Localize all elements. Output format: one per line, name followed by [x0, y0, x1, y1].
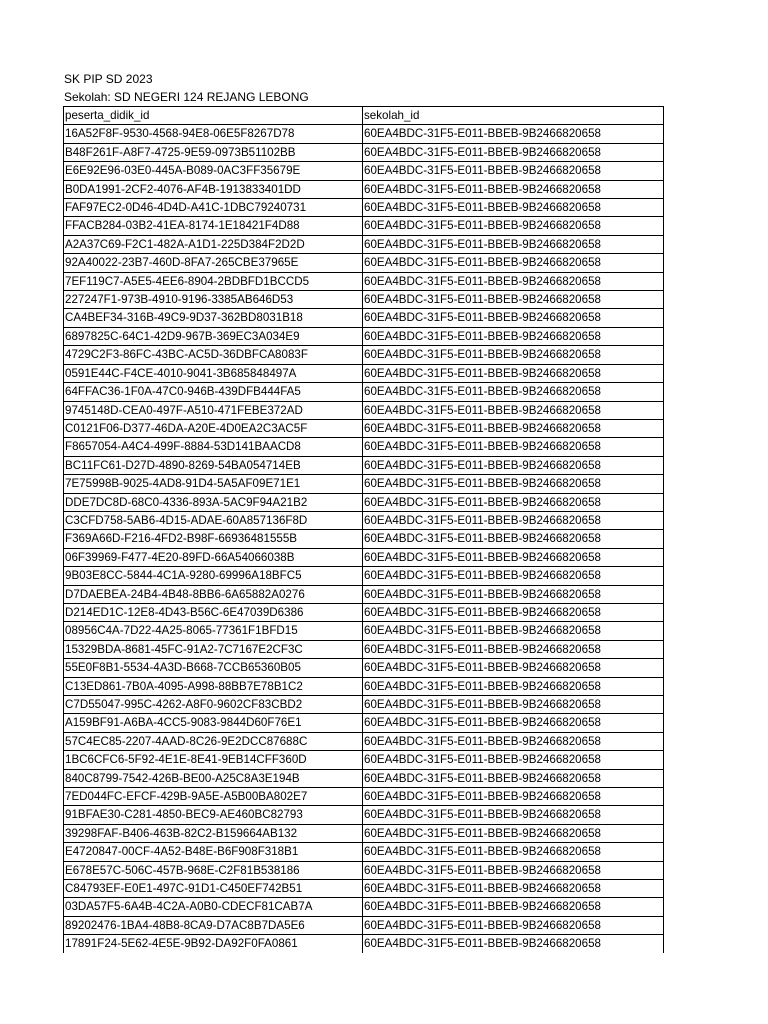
peserta-didik-id-cell: B48F261F-A8F7-4725-9E59-0973B51102BB	[64, 143, 363, 161]
peserta-didik-id-cell: 0591E44C-F4CE-4010-9041-3B685848497A	[64, 364, 363, 382]
peserta-didik-id-cell: 840C8799-7542-426B-BE00-A25C8A3E194B	[64, 769, 363, 787]
peserta-didik-id-cell: FFACB284-03B2-41EA-8174-1E18421F4D88	[64, 217, 363, 235]
student-table	[63, 106, 664, 953]
table-row	[64, 143, 664, 161]
peserta-didik-id-cell: A159BF91-A6BA-4CC5-9083-9844D60F76E1	[64, 714, 363, 732]
peserta-didik-id-cell: BC11FC61-D27D-4890-8269-54BA054714EB	[64, 456, 363, 474]
sekolah-id-cell: 60EA4BDC-31F5-E011-BBEB-9B2466820658	[363, 364, 664, 382]
sekolah-id-cell: 60EA4BDC-31F5-E011-BBEB-9B2466820658	[363, 199, 664, 217]
sekolah-id-cell: 60EA4BDC-31F5-E011-BBEB-9B2466820658	[363, 162, 664, 180]
peserta-didik-id-cell: E6E92E96-03E0-445A-B089-0AC3FF35679E	[64, 162, 363, 180]
sekolah-id-cell: 60EA4BDC-31F5-E011-BBEB-9B2466820658	[363, 291, 664, 309]
sekolah-id-cell: 60EA4BDC-31F5-E011-BBEB-9B2466820658	[363, 751, 664, 769]
peserta-didik-id-cell: F369A66D-F216-4FD2-B98F-66936481555B	[64, 530, 363, 548]
sekolah-id-cell: 60EA4BDC-31F5-E011-BBEB-9B2466820658	[363, 696, 664, 714]
sekolah-id-cell: 60EA4BDC-31F5-E011-BBEB-9B2466820658	[363, 493, 664, 511]
sekolah-id-cell: 60EA4BDC-31F5-E011-BBEB-9B2466820658	[363, 456, 664, 474]
sekolah-id-cell: 60EA4BDC-31F5-E011-BBEB-9B2466820658	[363, 125, 664, 143]
peserta-didik-id-cell: 92A40022-23B7-460D-8FA7-265CBE37965E	[64, 254, 363, 272]
table-body	[64, 125, 664, 953]
sekolah-id-cell: 60EA4BDC-31F5-E011-BBEB-9B2466820658	[363, 143, 664, 161]
table-row	[64, 162, 664, 180]
table-row	[64, 548, 664, 566]
table-row	[64, 291, 664, 309]
table-row	[64, 364, 664, 382]
peserta-didik-id-cell: E4720847-00CF-4A52-B48E-B6F908F318B1	[64, 843, 363, 861]
table-row	[64, 806, 664, 824]
sekolah-id-cell: 60EA4BDC-31F5-E011-BBEB-9B2466820658	[363, 383, 664, 401]
peserta-didik-id-cell: 1BC6CFC6-5F92-4E1E-8E41-9EB14CFF360D	[64, 751, 363, 769]
table-row	[64, 677, 664, 695]
peserta-didik-id-cell: 17891F24-5E62-4E5E-9B92-DA92F0FA0861	[64, 935, 363, 953]
sekolah-id-cell: 60EA4BDC-31F5-E011-BBEB-9B2466820658	[363, 898, 664, 916]
table-row	[64, 916, 664, 934]
table-row	[64, 824, 664, 842]
sekolah-id-cell: 60EA4BDC-31F5-E011-BBEB-9B2466820658	[363, 935, 664, 953]
table-row	[64, 511, 664, 529]
sekolah-id-cell: 60EA4BDC-31F5-E011-BBEB-9B2466820658	[363, 438, 664, 456]
sekolah-id-cell: 60EA4BDC-31F5-E011-BBEB-9B2466820658	[363, 327, 664, 345]
table-row	[64, 235, 664, 253]
table-header-row	[64, 107, 664, 125]
table-row	[64, 788, 664, 806]
table-row	[64, 935, 664, 953]
table-row	[64, 880, 664, 898]
table-row	[64, 659, 664, 677]
sekolah-id-cell: 60EA4BDC-31F5-E011-BBEB-9B2466820658	[363, 272, 664, 290]
peserta-didik-id-cell: 55E0F8B1-5534-4A3D-B668-7CCB65360B05	[64, 659, 363, 677]
peserta-didik-id-cell: 7E75998B-9025-4AD8-91D4-5A5AF09E71E1	[64, 475, 363, 493]
sekolah-id-cell: 60EA4BDC-31F5-E011-BBEB-9B2466820658	[363, 769, 664, 787]
peserta-didik-id-cell: FAF97EC2-0D46-4D4D-A41C-1DBC79240731	[64, 199, 363, 217]
table-row	[64, 585, 664, 603]
sekolah-id-cell: 60EA4BDC-31F5-E011-BBEB-9B2466820658	[363, 309, 664, 327]
peserta-didik-id-cell: 03DA57F5-6A4B-4C2A-A0B0-CDECF81CAB7A	[64, 898, 363, 916]
sekolah-id-cell: 60EA4BDC-31F5-E011-BBEB-9B2466820658	[363, 732, 664, 750]
document-title: SK PIP SD 2023	[64, 72, 153, 86]
sekolah-id-cell: 60EA4BDC-31F5-E011-BBEB-9B2466820658	[363, 254, 664, 272]
peserta-didik-id-cell: 64FFAC36-1F0A-47C0-946B-439DFB444FA5	[64, 383, 363, 401]
peserta-didik-id-cell: 15329BDA-8681-45FC-91A2-7C7167E2CF3C	[64, 640, 363, 658]
peserta-didik-id-cell: E678E57C-506C-457B-968E-C2F81B538186	[64, 861, 363, 879]
peserta-didik-id-cell: 91BFAE30-C281-4850-BEC9-AE460BC82793	[64, 806, 363, 824]
table-row	[64, 622, 664, 640]
sekolah-id-cell: 60EA4BDC-31F5-E011-BBEB-9B2466820658	[363, 677, 664, 695]
sekolah-id-cell: 60EA4BDC-31F5-E011-BBEB-9B2466820658	[363, 419, 664, 437]
sekolah-id-cell: 60EA4BDC-31F5-E011-BBEB-9B2466820658	[363, 843, 664, 861]
sekolah-id-cell: 60EA4BDC-31F5-E011-BBEB-9B2466820658	[363, 861, 664, 879]
peserta-didik-id-cell: 9745148D-CEA0-497F-A510-471FEBE372AD	[64, 401, 363, 419]
peserta-didik-id-cell: F8657054-A4C4-499F-8884-53D141BAACD8	[64, 438, 363, 456]
peserta-didik-id-cell: 39298FAF-B406-463B-82C2-B159664AB132	[64, 824, 363, 842]
peserta-didik-id-cell: 9B03E8CC-5844-4C1A-9280-69996A18BFC5	[64, 567, 363, 585]
sekolah-id-cell: 60EA4BDC-31F5-E011-BBEB-9B2466820658	[363, 401, 664, 419]
table-row	[64, 309, 664, 327]
peserta-didik-id-cell: 7EF119C7-A5E5-4EE6-8904-2BDBFD1BCCD5	[64, 272, 363, 290]
table-row	[64, 696, 664, 714]
column-header-peserta-didik-id: peserta_didik_id	[64, 107, 363, 125]
peserta-didik-id-cell: 89202476-1BA4-48B8-8CA9-D7AC8B7DA5E6	[64, 916, 363, 934]
peserta-didik-id-cell: DDE7DC8D-68C0-4336-893A-5AC9F94A21B2	[64, 493, 363, 511]
peserta-didik-id-cell: CA4BEF34-316B-49C9-9D37-362BD8031B18	[64, 309, 363, 327]
peserta-didik-id-cell: C7D55047-995C-4262-A8F0-9602CF83CBD2	[64, 696, 363, 714]
sekolah-id-cell: 60EA4BDC-31F5-E011-BBEB-9B2466820658	[363, 714, 664, 732]
table-row	[64, 714, 664, 732]
table-row	[64, 199, 664, 217]
table-row	[64, 272, 664, 290]
column-header-sekolah-id: sekolah_id	[363, 107, 664, 125]
spreadsheet-page	[63, 70, 663, 953]
sekolah-id-cell: 60EA4BDC-31F5-E011-BBEB-9B2466820658	[363, 511, 664, 529]
table-row	[64, 456, 664, 474]
table-row	[64, 861, 664, 879]
peserta-didik-id-cell: 4729C2F3-86FC-43BC-AC5D-36DBFCA8083F	[64, 346, 363, 364]
table-row	[64, 769, 664, 787]
sekolah-id-cell: 60EA4BDC-31F5-E011-BBEB-9B2466820658	[363, 659, 664, 677]
peserta-didik-id-cell: D7DAEBEA-24B4-4B48-8BB6-6A65882A0276	[64, 585, 363, 603]
sekolah-id-cell: 60EA4BDC-31F5-E011-BBEB-9B2466820658	[363, 806, 664, 824]
peserta-didik-id-cell: D214ED1C-12E8-4D43-B56C-6E47039D6386	[64, 603, 363, 621]
sekolah-id-cell: 60EA4BDC-31F5-E011-BBEB-9B2466820658	[363, 640, 664, 658]
sekolah-id-cell: 60EA4BDC-31F5-E011-BBEB-9B2466820658	[363, 622, 664, 640]
peserta-didik-id-cell: C13ED861-7B0A-4095-A998-88BB7E78B1C2	[64, 677, 363, 695]
table-row	[64, 346, 664, 364]
peserta-didik-id-cell: 06F39969-F477-4E20-89FD-66A54066038B	[64, 548, 363, 566]
peserta-didik-id-cell: 7ED044FC-EFCF-429B-9A5E-A5B00BA802E7	[64, 788, 363, 806]
sekolah-id-cell: 60EA4BDC-31F5-E011-BBEB-9B2466820658	[363, 567, 664, 585]
peserta-didik-id-cell: 08956C4A-7D22-4A25-8065-77361F1BFD15	[64, 622, 363, 640]
sekolah-id-cell: 60EA4BDC-31F5-E011-BBEB-9B2466820658	[363, 824, 664, 842]
sekolah-id-cell: 60EA4BDC-31F5-E011-BBEB-9B2466820658	[363, 180, 664, 198]
peserta-didik-id-cell: C0121F06-D377-46DA-A20E-4D0EA2C3AC5F	[64, 419, 363, 437]
sekolah-id-cell: 60EA4BDC-31F5-E011-BBEB-9B2466820658	[363, 530, 664, 548]
sekolah-id-cell: 60EA4BDC-31F5-E011-BBEB-9B2466820658	[363, 880, 664, 898]
table-row	[64, 217, 664, 235]
peserta-didik-id-cell: 57C4EC85-2207-4AAD-8C26-9E2DCC87688C	[64, 732, 363, 750]
table-row	[64, 180, 664, 198]
sekolah-id-cell: 60EA4BDC-31F5-E011-BBEB-9B2466820658	[363, 603, 664, 621]
school-name: Sekolah: SD NEGERI 124 REJANG LEBONG	[64, 90, 309, 104]
peserta-didik-id-cell: B0DA1991-2CF2-4076-AF4B-1913833401DD	[64, 180, 363, 198]
table-row	[64, 751, 664, 769]
table-row	[64, 898, 664, 916]
peserta-didik-id-cell: 16A52F8F-9530-4568-94E8-06E5F8267D78	[64, 125, 363, 143]
peserta-didik-id-cell: 6897825C-64C1-42D9-967B-369EC3A034E9	[64, 327, 363, 345]
peserta-didik-id-cell: 227247F1-973B-4910-9196-3385AB646D53	[64, 291, 363, 309]
sekolah-id-cell: 60EA4BDC-31F5-E011-BBEB-9B2466820658	[363, 235, 664, 253]
sekolah-id-cell: 60EA4BDC-31F5-E011-BBEB-9B2466820658	[363, 346, 664, 364]
table-row	[64, 843, 664, 861]
table-row	[64, 493, 664, 511]
table-row	[64, 419, 664, 437]
table-row	[64, 125, 664, 143]
table-row	[64, 567, 664, 585]
peserta-didik-id-cell: A2A37C69-F2C1-482A-A1D1-225D384F2D2D	[64, 235, 363, 253]
sekolah-id-cell: 60EA4BDC-31F5-E011-BBEB-9B2466820658	[363, 788, 664, 806]
peserta-didik-id-cell: C3CFD758-5AB6-4D15-ADAE-60A857136F8D	[64, 511, 363, 529]
table-row	[64, 401, 664, 419]
sekolah-id-cell: 60EA4BDC-31F5-E011-BBEB-9B2466820658	[363, 217, 664, 235]
table-row	[64, 327, 664, 345]
table-row	[64, 603, 664, 621]
table-row	[64, 475, 664, 493]
peserta-didik-id-cell: C84793EF-E0E1-497C-91D1-C450EF742B51	[64, 880, 363, 898]
sekolah-id-cell: 60EA4BDC-31F5-E011-BBEB-9B2466820658	[363, 548, 664, 566]
table-row	[64, 732, 664, 750]
table-row	[64, 254, 664, 272]
table-row	[64, 640, 664, 658]
table-row	[64, 530, 664, 548]
sekolah-id-cell: 60EA4BDC-31F5-E011-BBEB-9B2466820658	[363, 585, 664, 603]
table-row	[64, 383, 664, 401]
sekolah-id-cell: 60EA4BDC-31F5-E011-BBEB-9B2466820658	[363, 475, 664, 493]
sekolah-id-cell: 60EA4BDC-31F5-E011-BBEB-9B2466820658	[363, 916, 664, 934]
table-row	[64, 438, 664, 456]
